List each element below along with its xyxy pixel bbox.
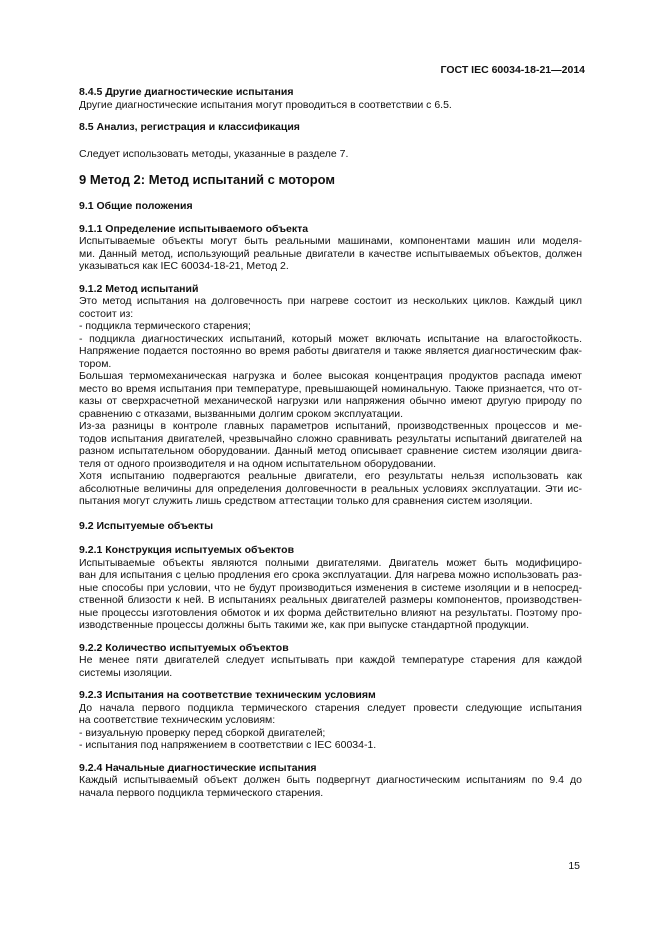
heading-9-2: 9.2 Испытуемые объекты: [79, 519, 214, 532]
text-line: Это метод испытания на долговечность при нагреве состоит из нескольких циклов. Каждый цикл: [79, 295, 582, 307]
text-line: тором.: [79, 357, 112, 370]
text-line: ван для испытания с целью продления его срока эксплуатации. Для нагрева можно использовать раз-: [79, 569, 582, 581]
paragraph-8-4-5: [79, 99, 582, 112]
paragraph-9-1-2-c: [79, 420, 582, 470]
text-line: Большая термомеханическая нагрузка и более высокая концентрация продуктов распада имеют: [79, 370, 582, 382]
paragraph-9-1-2-b: [79, 370, 582, 420]
document-header: ГОСТ IEC 60034-18-21—2014: [440, 64, 585, 76]
document-body: [79, 86, 582, 799]
heading-9-1-2: 9.1.2 Метод испытаний: [79, 282, 199, 295]
text-line: казы от сверхрасчетной механической нагрузки или напряжения обычно имеют другую природу по: [79, 395, 582, 407]
text-line: До начала первого подцикла термического старения следует провести следующие испытания: [79, 701, 582, 714]
text-line: сравнению с отказами, вызванными долгим сроком эксплуатации.: [79, 407, 404, 420]
heading-9-2-2: 9.2.2 Количество испытуемых объектов: [79, 641, 289, 654]
text-line: ственной близости к ней. В испытаниях реальных двигателей размеры компонентов, производствен-: [79, 594, 582, 606]
text-line: Другие диагностические испытания могут проводиться в соответствии с 6.5.: [79, 98, 452, 111]
text-line: Испытываемые объекты могут быть реальными машинами, компонентами машин или моделя-: [79, 235, 582, 247]
text-line: ные способы при условии, что не будут производиться изменения в системе изоляции и в непосред-: [79, 581, 582, 594]
paragraph-9-1-1: [79, 235, 582, 273]
paragraph-9-2-3: [79, 702, 582, 752]
paragraph-9-2-2: [79, 654, 582, 679]
heading-section-9: 9 Метод 2: Метод испытаний с мотором: [79, 172, 336, 187]
text-line: ные процессы изготовления обмоток и их форма действительно влияют на результаты. Поэтому про-: [79, 606, 582, 619]
list-item: - визуальную проверку перед сборкой двигателей;: [79, 726, 326, 739]
heading-9-2-4: 9.2.4 Начальные диагностические испытания: [79, 761, 317, 774]
text-line: начала первого подцикла термического старения.: [79, 786, 324, 799]
text-line: разном испытательном оборудовании. Данный метод описывает сравнение систем изоляции двига-: [79, 445, 582, 457]
text-line: Не менее пяти двигателей следует испытывать при каждой температуре старения для каждой: [79, 654, 582, 666]
text-line: системы изоляции.: [79, 666, 173, 679]
heading-9-1-1: 9.1.1 Определение испытываемого объекта: [79, 222, 309, 235]
text-line: Напряжение подается постоянно во время работы двигателя и также является диагностическим фак-: [79, 345, 582, 357]
page-number: 15: [568, 860, 580, 872]
text-line: тодов испытания двигателей, чрезвычайно сложно сравнивать результаты испытаний двигателей на: [79, 432, 582, 445]
list-item: - испытания под напряжением в соответствии с IEC 60034-1.: [79, 739, 377, 751]
heading-9-2-3: 9.2.3 Испытания на соответствие техническим условиям: [79, 689, 376, 701]
heading-8-4-5: 8.4.5 Другие диагностические испытания: [79, 86, 294, 98]
text-line: теля от одного производителя и на одном испытательном оборудовании.: [79, 457, 437, 470]
text-line: Хотя испытанию подвергаются реальные двигатели, его результаты нельзя использовать как: [79, 470, 582, 482]
text-line: абсолютные величины для определения долговечности в реальных условиях эксплуатации. Эти ис-: [79, 482, 582, 495]
text-line: Каждый испытываемый объект должен быть подвергнут диагностическим испытаниям по 9.4 до: [79, 774, 582, 786]
heading-9-1: 9.1 Общие положения: [79, 200, 193, 212]
paragraph-9-1-2-a: [79, 295, 582, 370]
text-line: указываться как IEC 60034-18-21, Метод 2.: [79, 260, 289, 272]
text-line: место во время испытания при температуре, превышающей номинальную. Также признается, что от-: [79, 382, 582, 395]
text-line: пытания могут служить лишь средством аттестации только для сравнения систем изоляции.: [79, 495, 533, 507]
text-line: Испытываемые объекты являются полными двигателями. Двигатель может быть модифициро-: [79, 556, 582, 569]
list-item: - подцикла термического старения;: [79, 320, 251, 332]
paragraph-9-2-1: [79, 557, 582, 632]
text-line: на соответствие техническим условиям:: [79, 714, 276, 726]
paragraph-9-1-2-d: [79, 470, 582, 508]
list-item: - подцикла диагностических испытаний, который может включать испытание на влагостойкость.: [79, 332, 582, 345]
text-line: Следует использовать методы, указанные в разделе 7.: [79, 147, 349, 160]
text-line: Из-за разницы в контроле главных параметров испытаний, производственных процессов и ме-: [79, 420, 582, 432]
heading-8-5: 8.5 Анализ, регистрация и классификация: [79, 121, 300, 133]
text-line: ми. Данный метод, использующий реальные двигатели в качестве испытываемых объектов, должен: [79, 247, 582, 260]
paragraph-8-5: [79, 148, 582, 161]
paragraph-9-2-4: [79, 774, 582, 799]
text-line: состоит из:: [79, 307, 134, 320]
heading-9-2-1: 9.2.1 Конструкция испытуемых объектов: [79, 544, 295, 556]
text-line: изводственные процессы должны быть такими же, как при выпуске стандартной продукции.: [79, 619, 530, 631]
